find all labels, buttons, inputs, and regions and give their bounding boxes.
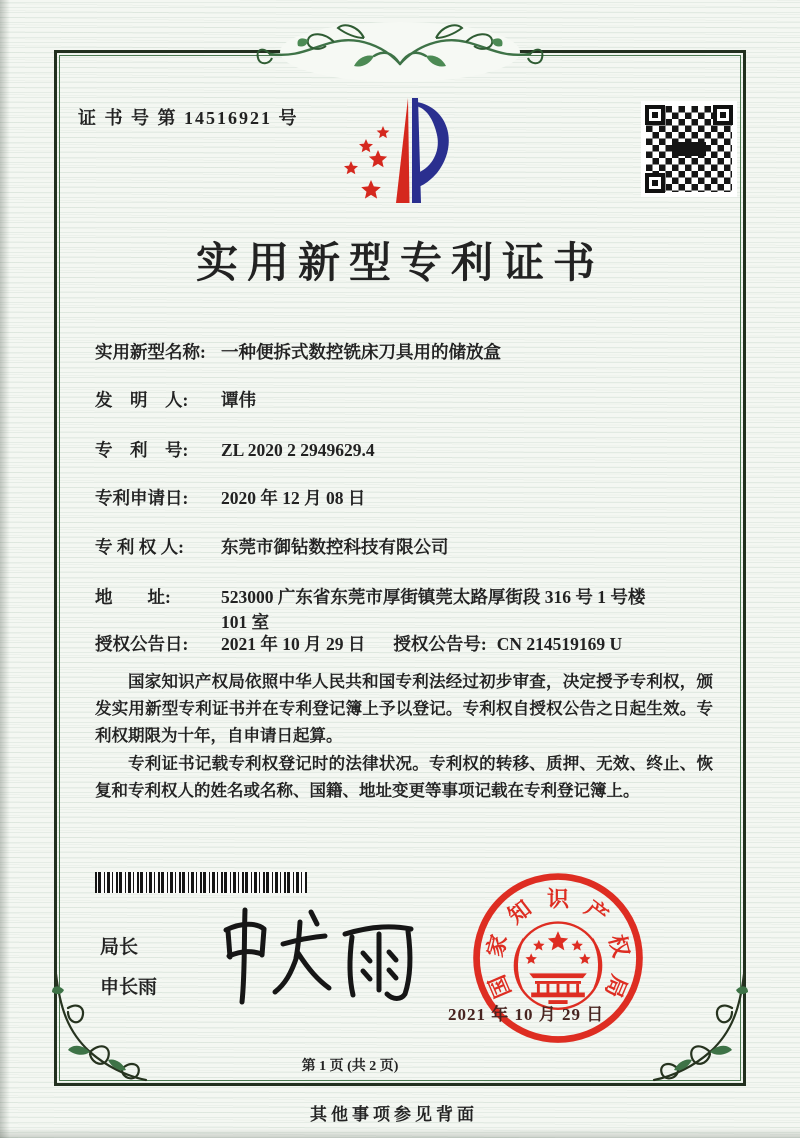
field-label: 专利申请日: <box>95 488 189 508</box>
field-label: 地 址: <box>95 587 171 607</box>
commissioner-name: 申长雨 <box>100 977 158 998</box>
field-value: ZL 2020 2 2949629.4 <box>221 440 375 460</box>
commissioner-title: 局长 <box>100 937 139 958</box>
field-label: 授权公告日: <box>95 634 189 654</box>
field-value: 2021 年 10 月 29 日 <box>221 634 366 654</box>
field-row-utility-model-name <box>95 340 710 365</box>
seal-arc-character: 产 <box>580 895 613 929</box>
page-indicator: 第 1 页 (共 2 页) <box>301 1059 399 1074</box>
corner-flourish-bottom-right-icon <box>648 968 752 1092</box>
field-value: 523000 广东省东莞市厚街镇莞太路厚街段 316 号 1 号楼 101 室 <box>221 587 646 632</box>
cnipa-logo-icon <box>335 90 465 220</box>
field-label: 专 利 权 人: <box>95 537 184 557</box>
seal-arc-character: 局 <box>600 971 632 1002</box>
field-value: 东莞市御钻数控科技有限公司 <box>221 537 449 557</box>
field-label: 授权公告号: <box>393 634 487 654</box>
field-label: 发 明 人: <box>95 390 189 410</box>
field-value: 2020 年 12 月 08 日 <box>221 488 366 508</box>
barcode <box>95 872 307 893</box>
qr-finder-icon <box>645 105 665 125</box>
qr-pattern <box>646 106 732 192</box>
handwritten-signature-icon <box>215 898 425 1010</box>
field-label: 实用新型名称: <box>95 342 206 362</box>
legal-paragraph: 国家知识产权局依照中华人民共和国专利法经过初步审查，决定授予专利权，颁发实用新型专利证书并在专利登记簿上予以登记。专利权自授权公告之日起生效。专利权期限为十年，自申请日起算。 <box>95 672 713 745</box>
seal-arc-character: 家 <box>482 932 512 960</box>
field-value: CN 214519169 U <box>496 634 623 654</box>
field-row-address <box>95 585 655 635</box>
certificate-title: 实用新型专利证书 <box>195 241 604 287</box>
qr-code <box>641 101 737 197</box>
qr-finder-icon <box>645 173 665 193</box>
seal-arc-character: 国 <box>484 971 516 1002</box>
field-row-filing-date <box>95 486 710 511</box>
field-row-grant <box>95 632 710 657</box>
photo-edge-shadow-bottom <box>0 1128 800 1138</box>
legal-text-block <box>95 668 713 805</box>
field-row-patent-number <box>95 438 710 463</box>
footer-note: 其他事项参见背面 <box>310 1105 478 1124</box>
qr-finder-icon <box>713 105 733 125</box>
field-value: 一种便拆式数控铣床刀具用的储放盒 <box>221 342 501 362</box>
field-value: 谭伟 <box>221 390 256 410</box>
photo-edge-shadow-left <box>0 0 10 1138</box>
seal-date: 2021 年 10 月 29 日 <box>448 1005 605 1024</box>
certificate-number: 证 书 号 第 14516921 号 <box>78 108 299 128</box>
legal-paragraph: 专利证书记载专利权登记时的法律状况。专利权的转移、质押、无效、终止、恢复和专利权人的姓名或名称、国籍、地址变更等事项记载在专利登记簿上。 <box>95 754 713 800</box>
field-row-inventor <box>95 388 710 413</box>
field-row-patentee <box>95 535 710 560</box>
floral-ornament-top-icon <box>246 6 554 90</box>
field-label: 专 利 号: <box>95 440 189 460</box>
seal-arc-character: 权 <box>604 932 634 960</box>
seal-arc-character: 知 <box>503 895 536 929</box>
seal-arc-character: 识 <box>546 886 570 912</box>
